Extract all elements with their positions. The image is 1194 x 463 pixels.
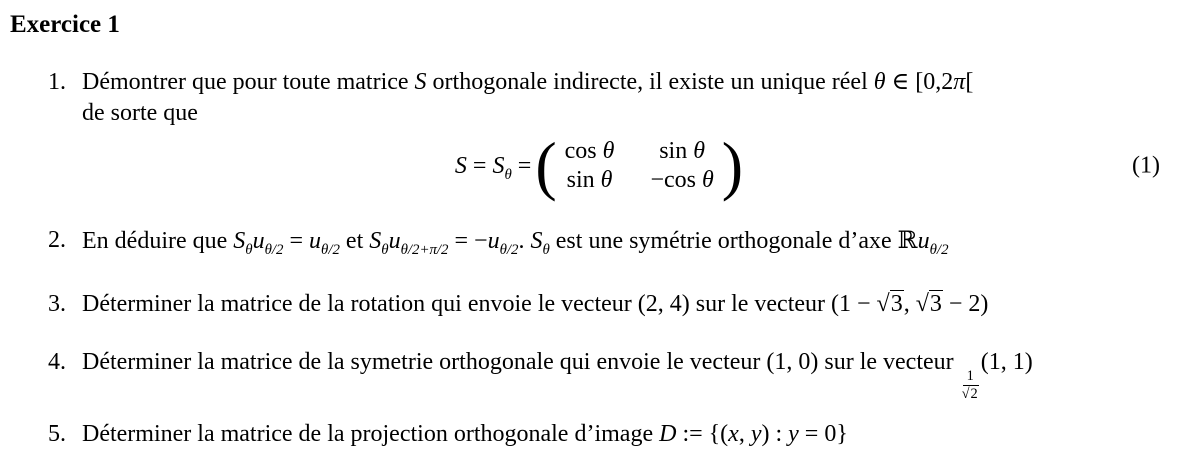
item-3-text: Déterminer la matrice de la rotation qui envoie le vecteur (2, 4) sur le vecteur (1 − √3, √3 − 2): [82, 291, 989, 317]
item-number: 3.: [48, 291, 66, 317]
matrix: [557, 137, 722, 195]
exercise-item-5: [48, 419, 1160, 450]
exercise-item-3: [48, 289, 1160, 320]
item-1-text-line-1: Démontrer que pour toute matrice S orthogonale indirecte, il existe un unique réel θ ∈ [0,2π[: [82, 69, 974, 95]
exercise-item-4: [48, 347, 1160, 403]
equation-body: [454, 129, 744, 202]
item-2-text: En déduire que $S_\theta u_{\theta/2} = u_{\theta/2}$ et $S_\theta u_{\theta/2+\pi/2} = -u_{\theta/2}$. $S_\theta$ est une symétrie orthogonale d’axe ℝu$_{\theta/2}$: [82, 226, 949, 258]
item-4-text: Déterminer la matrice de la symetrie orthogonale qui envoie le vecteur (1, 0) sur le vecteur $\frac{1}{√2}$ (1, 1): [82, 349, 1033, 403]
item-number: 2.: [48, 227, 66, 253]
item-number: 1.: [48, 69, 66, 95]
item-number: 4.: [48, 349, 66, 375]
exercise-title: Exercice 1: [10, 11, 120, 38]
sqrt-expression: √2: [961, 386, 978, 403]
matrix-cell-r2c2: −cos θ: [650, 167, 714, 193]
matrix-cell-r1c2: sin θ: [659, 138, 705, 164]
exercise-item-2: [48, 225, 1160, 257]
fraction: $\frac{1}{√2}$: [961, 367, 978, 403]
left-paren: (: [535, 129, 557, 202]
sqrt-expression: √3: [915, 291, 942, 317]
item-number: 5.: [48, 421, 66, 448]
display-equation: [82, 129, 1160, 202]
sqrt-expression: √3: [876, 291, 903, 317]
item-body: [82, 67, 1160, 202]
equation-number: (1): [1132, 152, 1160, 179]
exercise-item-1: [48, 67, 1160, 202]
item-1-text-line-2: de sorte que: [82, 100, 198, 126]
matrix-cell-r2c1: sin θ: [566, 167, 613, 193]
matrix-cell-r1c1: cos θ: [564, 138, 615, 164]
right-paren: ): [721, 129, 744, 202]
equation-lhs: $S = S_\theta$ =: [454, 152, 532, 183]
item-5-text: Déterminer la matrice de la projection orthogonale d’image D := {(x, y) : y = 0}: [82, 421, 848, 448]
